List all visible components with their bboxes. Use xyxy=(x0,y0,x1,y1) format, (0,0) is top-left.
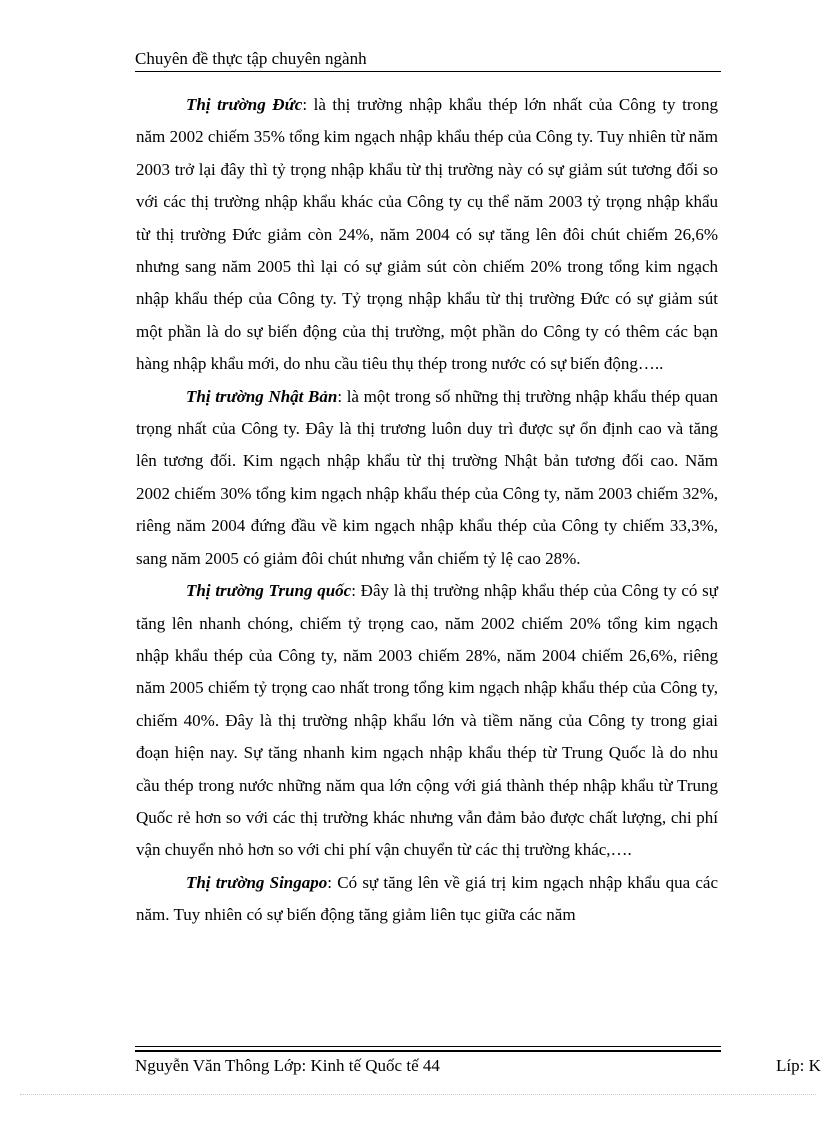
paragraph-china xyxy=(136,575,718,867)
paragraph-lead: Thị trường Singapo xyxy=(186,872,328,892)
page-boundary xyxy=(20,1094,816,1095)
paragraph-singapore xyxy=(136,867,718,932)
footer-class-label: Líp: K xyxy=(776,1056,821,1075)
paragraph-text: : Đây là thị trường nhập khẩu thép của Công ty có sự tăng lên nhanh chóng, chiếm tỷ trọng cao, năm 2002 chiếm 20% tổng kim ngạch nhập khẩu thép của Công ty, năm 2003 chiếm 28%, năm 2004 chiếm 26,6%, riêng năm 2005 chiếm tỷ trọng cao nhất trong tổng kim ngạch nhập khẩu thép của Công ty, chiếm 40%. Đây là thị trường nhập khẩu lớn và tiềm năng của Công ty trong giai đoạn hiện nay. Sự tăng nhanh kim ngạch nhập khẩu thép từ Trung Quốc là do nhu cầu thép trong nước những năm qua lớn cộng với giá thành thép nhập khẩu từ Trung Quốc rẻ hơn so với các thị trường khác nhưng vẫn đảm bảo được chất lượng, chi phí vận chuyển nhỏ hơn so với chi phí vận chuyển từ các thị trường khác,…. xyxy=(136,581,718,860)
header-divider xyxy=(135,71,721,72)
paragraph-text: : Có sự tăng lên về giá trị kim ngạch nhập khẩu qua các năm. Tuy nhiên có sự biến động tăng giảm liên tục giữa các năm xyxy=(136,872,719,925)
paragraph-japan xyxy=(136,381,718,575)
page-header-title: Chuyên đề thực tập chuyên ngành xyxy=(135,49,367,68)
body-text xyxy=(136,89,718,932)
paragraph-lead: Thị trường Đức xyxy=(186,95,303,114)
footer-divider-thick xyxy=(135,1050,721,1052)
paragraph-lead: Thị trường Nhật Bản xyxy=(186,386,338,406)
paragraph-germany xyxy=(136,89,718,381)
footer-author: Nguyễn Văn Thông Lớp: Kinh tế Quốc tế 44 xyxy=(135,1056,440,1075)
paragraph-text: : là thị trường nhập khẩu thép lớn nhất của Công ty trong năm 2002 chiếm 35% tổng kim ngạch nhập khẩu thép của Công ty. Tuy nhiên từ năm 2003 trở lại đây thì tỷ trọng nhập khẩu từ thị trường này có sự giảm sút tương đối so với các thị trường nhập khẩu khác của Công ty cụ thể năm 2003 tỷ trọng nhập khẩu từ thị trường Đức giảm còn 24%, năm 2004 có sự tăng lên đôi chút chiếm 26,6% nhưng sang năm 2005 thì lại có sự giảm sút còn chiếm 20% trong tổng kim ngạch nhập khẩu thép của Công ty. Tỷ trọng nhập khẩu từ thị trường Đức có sự giảm sút một phần là do sự biến động của thị trường, một phần do Công ty có thêm các bạn hàng nhập khẩu mới, do nhu cầu tiêu thụ thép trong nước có sự biến động….. xyxy=(136,95,719,374)
footer-divider-thin xyxy=(135,1046,721,1047)
paragraph-lead: Thị trường Trung quốc xyxy=(186,581,352,601)
paragraph-text: : là một trong số những thị trường nhập khẩu thép quan trọng nhất của Công ty. Đây là thị trương luôn duy trì được sự ổn định cao và tăng lên tương đối. Kim ngạch nhập khẩu từ thị trường Nhật bản tương đối cao. Năm 2002 chiếm 30% tổng kim ngạch nhập khẩu thép của Công ty, năm 2003 chiếm 32%, riêng năm 2004 đứng đầu về kim ngạch nhập khẩu thép của Công ty chiếm 33,3%, sang năm 2005 có giảm đôi chút nhưng vẫn chiếm tỷ lệ cao 28%. xyxy=(136,386,718,568)
